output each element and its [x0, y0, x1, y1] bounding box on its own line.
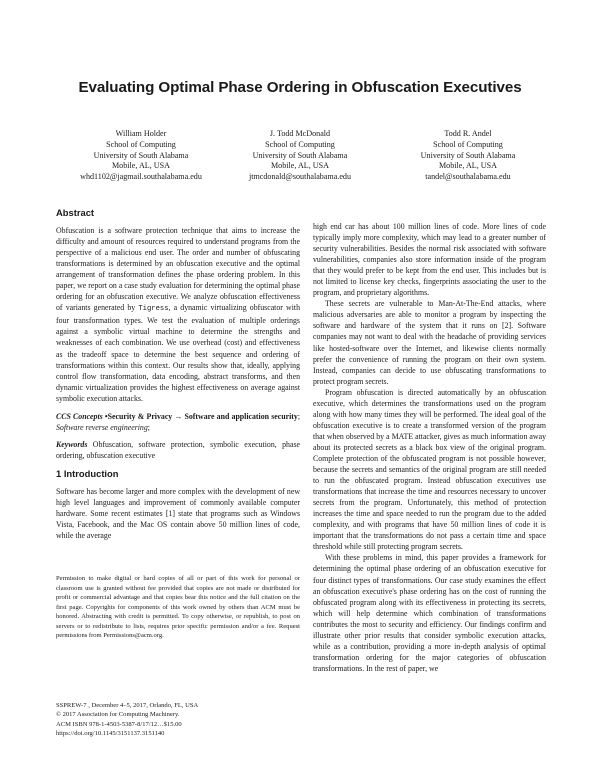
author-email: tandel@southalabama.edu — [425, 172, 511, 182]
intro-paragraph: Software has become larger and more complex with the development of new high level languages and improvement of commonly available computer hardware. Some recent estimates [1] state that programs such as Windows Vista, Facebook, and the Mac OS contain above 50 million lines of code, while the average — [56, 486, 300, 541]
author-university: University of South Alabama — [420, 150, 516, 160]
author-name: William Holder — [115, 129, 167, 138]
copyright-line: © 2017 Association for Computing Machinery. — [56, 711, 180, 719]
tool-name: Tigress — [138, 305, 169, 314]
body-paragraph: Program obfuscation is directed automatically by an obfuscation executive, which determines the transformations used on the program along with how many times they will be performed. The ideal goal of the obfuscation executive is to create a transformed version of the program that when observed by a MATE attacker, gives as much information away about its protected secrets as a black box view of the original program. Complete protection of the obfuscated program is not possible however, because the secrets and semantics of the original program are still needed to run the obfuscated program. Instead obfuscation executives use transformations that increase the time and resources necessary to uncover secrets from the program. Unfortunately, this method of protection increases the time and space needed to run the program due to the added complexity, and with programs that have 50 million lines of code it is important that the transformations do not pass a certain time and space threshold while still protecting program secrets. — [313, 387, 546, 552]
author-dept: School of Computing — [265, 139, 335, 149]
author-email: jtmcdonald@southalabama.edu — [248, 172, 352, 182]
author-email: whd1102@jagmail.southalabama.edu — [80, 172, 202, 182]
body-paragraph: With these problems in mind, this paper provides a framework for determining the optimal phase ordering of an obfuscation executive for four distinct types of transformations. Our case study examines the effect an obfuscation executive's phase ordering has on the cost of running the obfuscated program along with its effectiveness in protecting its secrets, which will help determine which combination of transformations contributes the most to security and efficiency. Our findings confirm and illustrate other prior results that consider symbolic execution attacks, while as a contribution, providing a more in-depth analysis of optimal transformation ordering for the major categories of obfuscation transformations. In the rest of paper, we — [313, 553, 546, 673]
author-location: Mobile, AL, USA — [438, 161, 497, 171]
author-block-3 — [383, 129, 553, 183]
conference-info — [56, 701, 300, 739]
abstract-text: Obfuscation is a software protection technique that aims to increase the difficulty and amount of resources required to understand programs from the perspective of a malicious end user. The order and number of obfuscating transformations is determined by an obfuscation executive and the optimal arrangement of transformation defines the phase ordering problem. In this paper, we report on a case study evaluation for determining the optimal phase ordering for an obfuscation executive. We analyze obfuscation effectiveness of variants generated by Tigress, a dynamic virtualizing obfuscator with four transformation types. We test the evaluation of multiple orderings against a symbolic virtual machine to determine the strengths and weaknesses of each combination. We use overhead (cost) and effectiveness as the tradeoff space to determine the best sequence and ordering of transformations within this context. Our results show that, ideally, applying control flow transformation, data encoding, abstract transforms, and then dynamic virtualization provides the highest effectiveness on average against symbolic execution attacks. — [56, 226, 300, 403]
abstract-heading: Abstract — [56, 207, 95, 218]
isbn-line: ACM ISBN 978-1-4503-5387-8/17/12…$15.00 — [56, 720, 182, 728]
author-university: University of South Alabama — [93, 150, 189, 160]
author-name: Todd R. Andel — [444, 129, 492, 138]
introduction-heading: 1 Introduction — [56, 467, 119, 479]
author-name: J. Todd McDonald — [269, 129, 331, 138]
author-location: Mobile, AL, USA — [270, 161, 329, 171]
author-block-1 — [56, 129, 226, 183]
author-university: University of South Alabama — [252, 150, 348, 160]
author-location: Mobile, AL, USA — [111, 161, 170, 171]
keywords: Keywords Obfuscation, software protection, symbolic execution, phase ordering, obfuscation executive — [56, 439, 300, 460]
doi-link[interactable]: https://doi.org/10.1145/3151137.3151140 — [56, 730, 165, 738]
author-block-2 — [215, 129, 385, 183]
permission-notice: Permission to make digital or hard copies of all or part of this work for personal or classroom use is granted without fee provided that copies are not made or distributed for profit or commercial advantage and that copies bear this notice and the full citation on the first page. Copyrights for components of this work owned by others than ACM must be honored. Abstracting with credit is permitted. To copy otherwise, or republish, to post on servers or to redistribute to lists, requires prior specific permission and/or a fee. Request permissions from Permissions@acm.org. — [56, 575, 300, 640]
author-dept: School of Computing — [106, 139, 176, 149]
body-paragraph: high end car has about 100 million lines of code. More lines of code typically imply more complexity, which may lead to a greater number of security vulnerabilities. Besides the normal risk associated with software vulnerabilities, companies also store information inside of the program that they would prefer to be kept from the end user. This includes but is not limited to license key checks, fingerprints associating the user to the program, and proprietary algorithms. — [313, 222, 546, 298]
author-dept: School of Computing — [433, 139, 503, 149]
conference-line: SSPREW-7 , December 4–5, 2017, Orlando, FL, USA — [56, 702, 199, 709]
ccs-concepts: CCS Concepts •Security & Privacy → Software and application security; Software reverse engineering; — [56, 411, 300, 432]
body-paragraph: These secrets are vulnerable to Man-At-The-End attacks, where malicious adversaries are able to monitor a program by inspecting the software and hardware of the system that it runs on [2]. Software companies may not want to deal with the headache of providing services like hosted-software over the Internet, and likewise clients normally prefer the convenience of running the program on their own system. Instead, companies can decide to use obfuscating transformations to protect program secrets. — [313, 299, 546, 386]
paper-title: Evaluating Optimal Phase Ordering in Obfuscation Executives — [78, 79, 522, 96]
right-column — [313, 221, 546, 674]
left-column — [56, 207, 300, 541]
